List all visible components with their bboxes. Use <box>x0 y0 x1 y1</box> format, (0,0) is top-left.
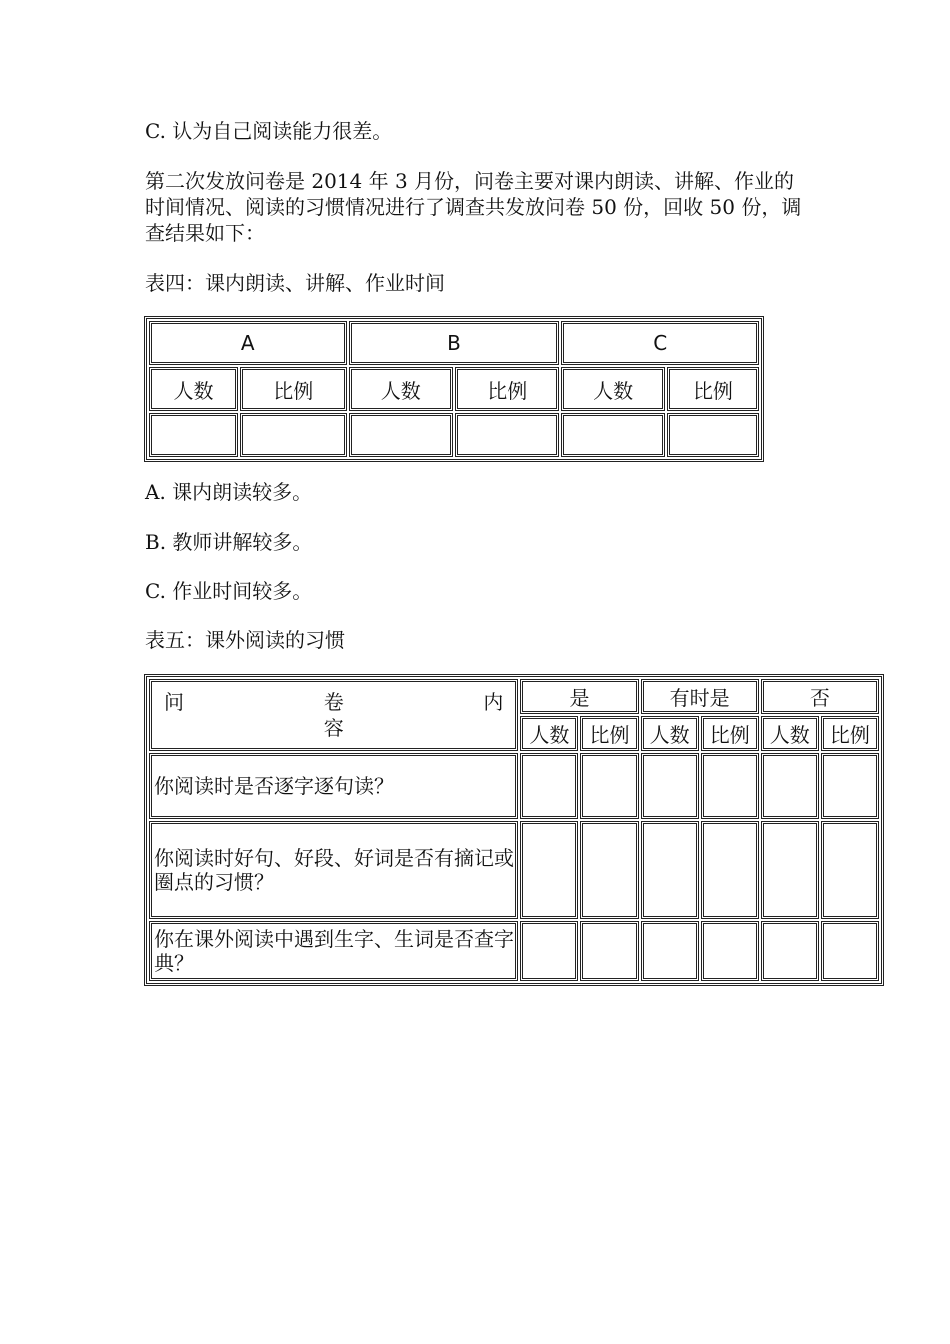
table5-cell <box>761 821 819 919</box>
table5-cell <box>761 753 819 819</box>
table5-cell <box>641 753 699 819</box>
table5-cell <box>520 921 578 981</box>
table4 <box>144 316 764 462</box>
option-b: B. 教师讲解较多。 <box>145 530 313 554</box>
table5-subheader: 人数 <box>761 716 819 751</box>
table4-group-c: C <box>561 321 759 365</box>
table5-group-no: 否 <box>761 679 879 714</box>
table5-subheader: 人数 <box>641 716 699 751</box>
header-char: 内 <box>483 690 504 714</box>
table4-group-a: A <box>149 321 347 365</box>
table5-cell <box>641 821 699 919</box>
table5-group-yes: 是 <box>520 679 638 714</box>
table4-cell <box>561 413 664 457</box>
table5-cell <box>580 821 638 919</box>
table4-subheader-row <box>149 367 759 411</box>
table4-subheader: 人数 <box>149 367 238 411</box>
table4-group-row <box>149 321 759 365</box>
paragraph-c-option: C. 认为自己阅读能力很差。 <box>145 119 393 143</box>
table5-cell <box>641 921 699 981</box>
table5-cell <box>580 921 638 981</box>
table4-caption: 表四：课内朗读、讲解、作业时间 <box>145 271 445 295</box>
paragraph-survey-intro: 第二次发放问卷是 2014 年 3 月份，问卷主要对课内朗读、讲解、作业的时间情况、阅读的习惯情况进行了调查共发放问卷 50 份，回收 50 份，调查结果如下： <box>145 169 802 245</box>
table4-cell <box>349 413 453 457</box>
table5-cell <box>701 753 759 819</box>
table4-cell <box>149 413 238 457</box>
header-char: 问 <box>164 690 184 714</box>
header-char: 卷 <box>323 690 344 714</box>
table4-subheader: 比例 <box>240 367 347 411</box>
table5-cell <box>701 921 759 981</box>
table5-cell <box>701 821 759 919</box>
table5-question: 你阅读时好句、好段、好词是否有摘记或圈点的习惯？ <box>149 821 518 919</box>
table4-subheader: 比例 <box>455 367 559 411</box>
table5-caption: 表五：课外阅读的习惯 <box>145 628 345 652</box>
option-c: C. 作业时间较多。 <box>145 579 313 603</box>
table5-group-row <box>149 679 879 714</box>
table4-group-b: B <box>349 321 560 365</box>
table5-question: 你阅读时是否逐字逐句读？ <box>149 753 518 819</box>
option-a: A. 课内朗读较多。 <box>145 480 313 504</box>
table5-subheader: 比例 <box>701 716 759 751</box>
header-char-last: 容 <box>323 716 344 740</box>
table4-subheader: 比例 <box>667 367 759 411</box>
table5-row <box>149 821 879 919</box>
table5-row <box>149 921 879 981</box>
table5-cell <box>761 921 819 981</box>
table5-cell <box>821 821 879 919</box>
table5-subheader: 比例 <box>580 716 638 751</box>
table4-cell <box>667 413 759 457</box>
table5-group-sometimes: 有时是 <box>641 679 759 714</box>
table5-subheader: 人数 <box>520 716 578 751</box>
table5-cell <box>520 821 578 919</box>
table5-question: 你在课外阅读中遇到生字、生词是否查字典？ <box>149 921 518 981</box>
table5-row <box>149 753 879 819</box>
table4-cell <box>455 413 559 457</box>
table4-cell <box>240 413 347 457</box>
table4-data-row <box>149 413 759 457</box>
table5-question-header <box>149 679 518 751</box>
table5-cell <box>520 753 578 819</box>
table5-subheader: 比例 <box>821 716 879 751</box>
question-header-line <box>152 689 515 715</box>
table4-subheader: 人数 <box>561 367 664 411</box>
table5-cell <box>821 921 879 981</box>
table5-cell <box>821 753 879 819</box>
table5 <box>144 674 884 986</box>
table5-cell <box>580 753 638 819</box>
table4-subheader: 人数 <box>349 367 453 411</box>
